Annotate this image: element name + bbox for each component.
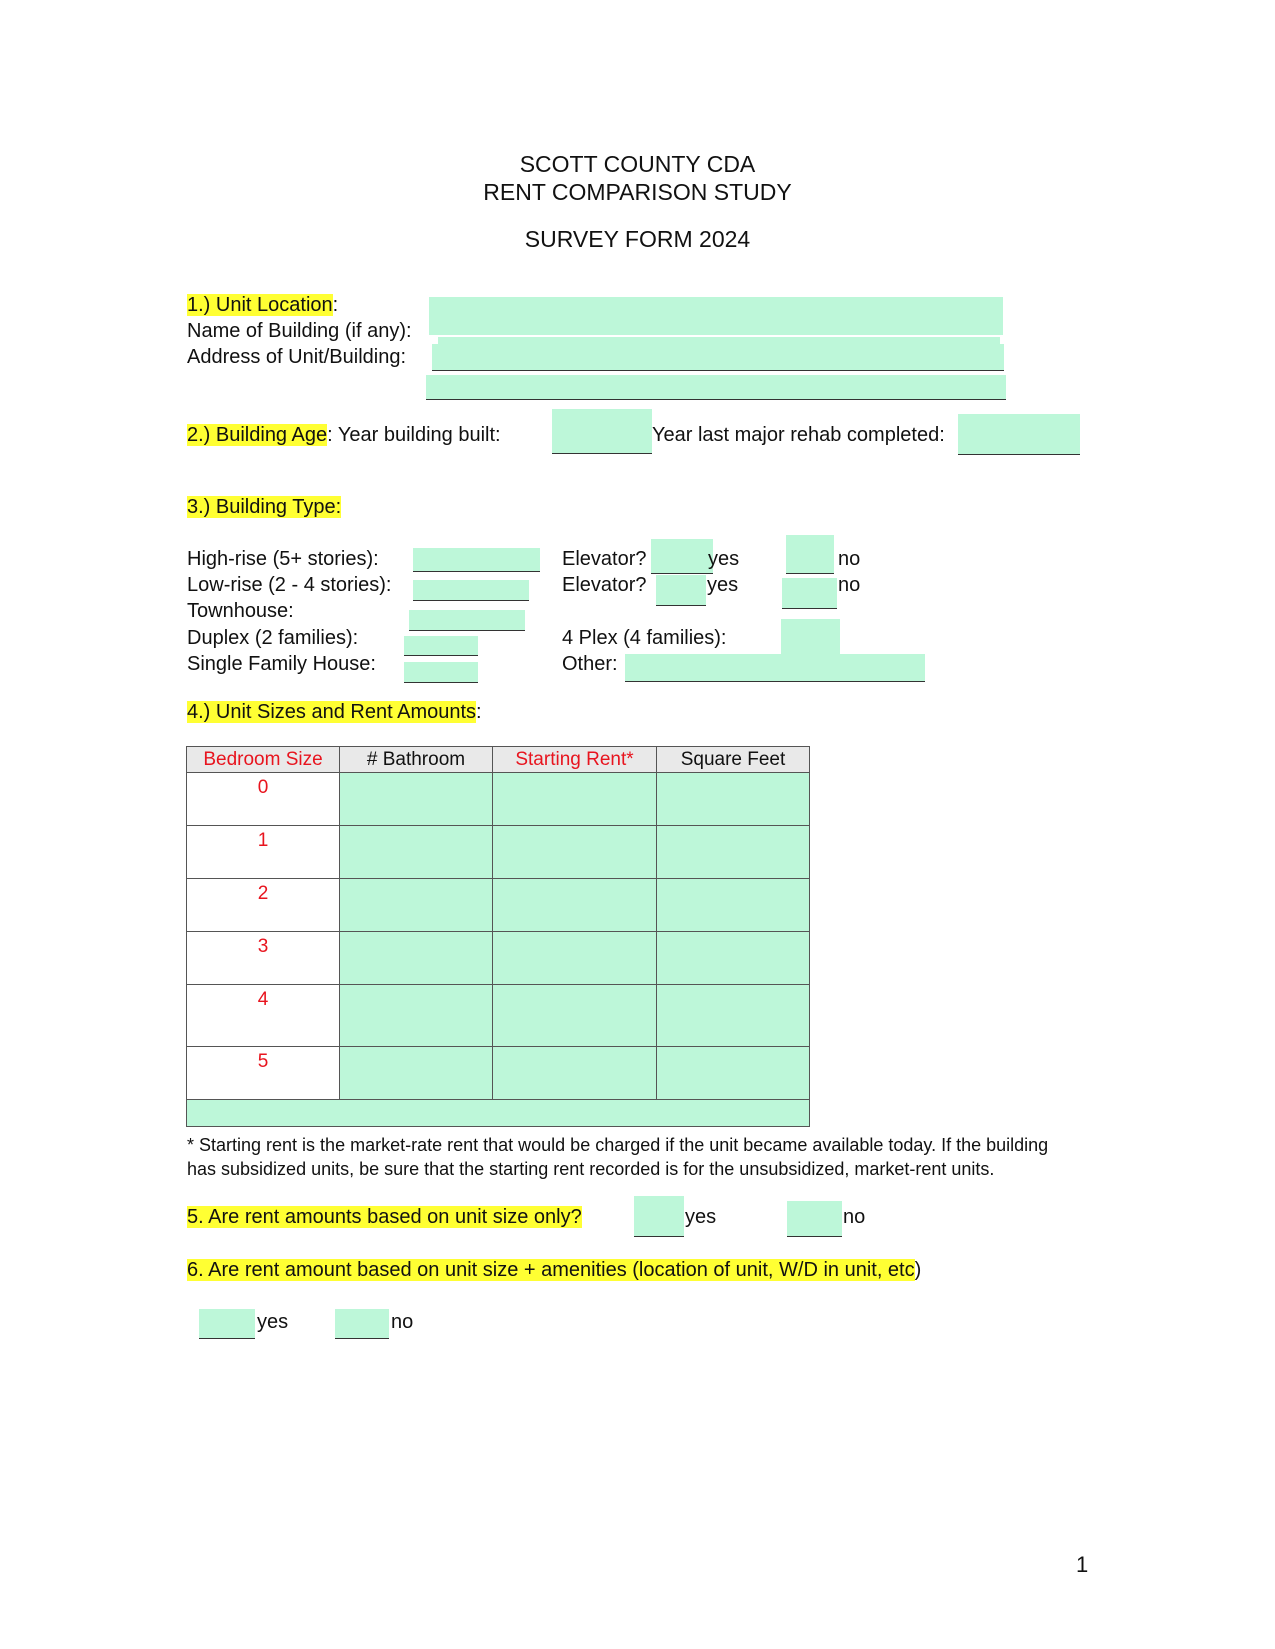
q6-close-paren: ) [914, 1259, 922, 1281]
highrise-elevator-yes: yes [708, 548, 740, 570]
highrise-label: High-rise (5+ stories): [187, 548, 379, 570]
q2-year-built-label: : Year building built: [327, 424, 501, 446]
bedroom-size-cell: 3 [187, 932, 340, 985]
unit-location-field[interactable] [429, 297, 1003, 335]
table-row [187, 932, 810, 985]
table-header-row [187, 747, 810, 773]
table-footer-row [187, 1100, 810, 1127]
address-field-line1[interactable] [432, 344, 1004, 371]
highrise-elevator-yes-field[interactable] [651, 539, 713, 574]
q4-heading: 4.) Unit Sizes and Rent Amounts [187, 701, 477, 723]
table-row [187, 773, 810, 826]
col-bedroom-size: Bedroom Size [187, 747, 340, 773]
q3-heading-row [187, 496, 341, 519]
lowrise-elevator-no-field[interactable] [782, 578, 837, 609]
address-field-line2[interactable] [426, 375, 1006, 400]
lowrise-elevator-yes: yes [707, 574, 739, 596]
lowrise-elevator-yes-field[interactable] [656, 575, 706, 606]
other-field[interactable] [625, 654, 925, 682]
bathroom-input-cell[interactable] [340, 773, 493, 826]
q2-heading: 2.) Building Age [187, 424, 328, 446]
single-family-label: Single Family House: [187, 653, 376, 675]
q6-question: 6. Are rent amount based on unit size + amenities (location of unit, W/D in unit, etc [187, 1259, 915, 1281]
q1-heading-row [187, 294, 338, 317]
form-study-title: RENT COMPARISON STUDY [483, 179, 792, 205]
q6-no-label: no [391, 1311, 414, 1333]
starting-rent-input-cell[interactable] [493, 1047, 657, 1100]
q6-yes-field[interactable] [199, 1309, 255, 1339]
townhouse-field[interactable] [409, 610, 525, 631]
starting-rent-input-cell[interactable] [493, 826, 657, 879]
q2-row [187, 424, 501, 447]
townhouse-label: Townhouse: [187, 600, 294, 622]
rehab-label: Year last major rehab completed: [652, 424, 945, 446]
q3-heading: 3.) Building Type: [187, 496, 342, 518]
other-label: Other: [562, 653, 618, 675]
q6-row [187, 1259, 921, 1282]
starting-rent-footnote: * Starting rent is the market-rate rent that would be charged if the unit became available today. If the building has subsidized units, be sure that the starting rent recorded is for the unsubsidized, market-rent units. [187, 1135, 1049, 1179]
building-name-label: Name of Building (if any): [187, 320, 412, 342]
table-row [187, 1047, 810, 1100]
highrise-elevator-no-field[interactable] [786, 535, 834, 574]
table-row [187, 826, 810, 879]
form-org-title: SCOTT COUNTY CDA [519, 151, 756, 177]
year-built-field[interactable] [552, 409, 652, 454]
col-starting-rent: Starting Rent* [493, 747, 657, 773]
q6-yes-label: yes [257, 1311, 289, 1333]
highrise-field[interactable] [413, 548, 540, 572]
starting-rent-input-cell[interactable] [493, 773, 657, 826]
table-footer-field[interactable] [187, 1100, 810, 1127]
rehab-year-field[interactable] [958, 414, 1080, 455]
bedroom-size-cell: 0 [187, 773, 340, 826]
square-feet-input-cell[interactable] [657, 932, 810, 985]
col-square-feet: Square Feet [657, 747, 810, 773]
q5-row [187, 1206, 582, 1229]
highrise-elevator-label: Elevator? [562, 548, 647, 570]
page-number: 1 [1076, 1552, 1089, 1577]
highrise-elevator-no: no [838, 548, 861, 570]
starting-rent-input-cell[interactable] [493, 879, 657, 932]
q5-no-label: no [843, 1206, 866, 1228]
q5-yes-field[interactable] [634, 1196, 684, 1237]
q6-no-field[interactable] [335, 1309, 389, 1339]
duplex-field[interactable] [404, 636, 478, 656]
lowrise-field[interactable] [413, 580, 529, 601]
col-bathroom: # Bathroom [340, 747, 493, 773]
q4-colon: : [476, 701, 482, 723]
table-row [187, 985, 810, 1047]
q1-heading: 1.) Unit Location [187, 294, 333, 316]
q4-heading-row [187, 701, 482, 724]
starting-rent-input-cell[interactable] [493, 932, 657, 985]
unit-rent-table [186, 746, 810, 1127]
bedroom-size-cell: 2 [187, 879, 340, 932]
lowrise-elevator-no: no [838, 574, 861, 596]
bathroom-input-cell[interactable] [340, 985, 493, 1047]
lowrise-elevator-label: Elevator? [562, 574, 647, 596]
bathroom-input-cell[interactable] [340, 879, 493, 932]
lowrise-label: Low-rise (2 - 4 stories): [187, 574, 392, 596]
bathroom-input-cell[interactable] [340, 1047, 493, 1100]
duplex-label: Duplex (2 families): [187, 627, 359, 649]
q5-yes-label: yes [685, 1206, 717, 1228]
address-label: Address of Unit/Building: [187, 346, 407, 368]
fourplex-field[interactable] [781, 619, 840, 659]
table-row [187, 879, 810, 932]
q5-no-field[interactable] [787, 1201, 842, 1237]
starting-rent-input-cell[interactable] [493, 985, 657, 1047]
bathroom-input-cell[interactable] [340, 826, 493, 879]
q1-colon: : [332, 294, 339, 316]
square-feet-input-cell[interactable] [657, 985, 810, 1047]
square-feet-input-cell[interactable] [657, 826, 810, 879]
form-survey-title: SURVEY FORM 2024 [524, 226, 751, 252]
square-feet-input-cell[interactable] [657, 773, 810, 826]
square-feet-input-cell[interactable] [657, 1047, 810, 1100]
bedroom-size-cell: 5 [187, 1047, 340, 1100]
square-feet-input-cell[interactable] [657, 879, 810, 932]
fourplex-label: 4 Plex (4 families): [562, 627, 727, 649]
bedroom-size-cell: 1 [187, 826, 340, 879]
single-family-field[interactable] [404, 662, 478, 683]
bedroom-size-cell: 4 [187, 985, 340, 1047]
bathroom-input-cell[interactable] [340, 932, 493, 985]
q5-question: 5. Are rent amounts based on unit size only? [187, 1206, 582, 1228]
